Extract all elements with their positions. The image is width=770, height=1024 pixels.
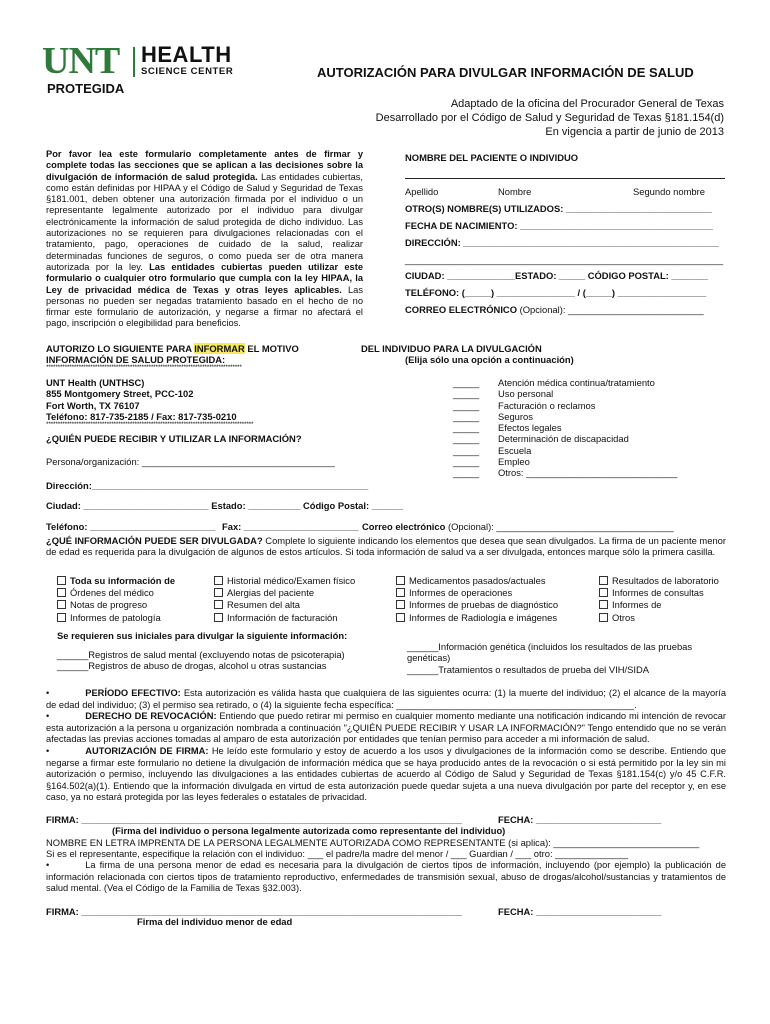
autorizacion-firma xyxy=(46,746,726,804)
info-checkbox-label: Informes de consultas xyxy=(612,587,704,599)
reason-label: Facturación o reclamos xyxy=(498,399,596,411)
firma-menor-field[interactable]: FIRMA: _________________________________________________________________________ xyxy=(46,906,463,917)
intro-text-2: Las personas no pueden ser negadas tratamiento basado en el hecho de no firmar este formulario de autorización, y negarse a firmar no afectará el pago, inscripción o elegibilidad para beneficios. xyxy=(46,284,364,329)
firma-field[interactable]: FIRMA: _________________________________________________________________________ xyxy=(46,814,463,825)
reason-list xyxy=(453,377,677,479)
checkbox-icon[interactable] xyxy=(396,600,405,609)
initial-mental[interactable]: ______Registros de salud mental (excluyendo notas de psicoterapia) xyxy=(57,649,345,660)
initial-drogas[interactable]: ______Registros de abuso de drogas, alcohol u otras sustancias xyxy=(57,660,327,671)
reason-item[interactable] xyxy=(453,445,677,456)
checkbox-icon[interactable] xyxy=(599,613,608,622)
info-checkbox-item[interactable] xyxy=(57,575,175,587)
info-checkbox-item[interactable] xyxy=(396,612,558,624)
bullet-1: • xyxy=(46,688,50,698)
reason-label: Efectos legales xyxy=(498,422,562,434)
logo-science-center: SCIENCE CENTER xyxy=(141,66,234,77)
info-checkbox-label: Resultados de laboratorio xyxy=(612,575,719,586)
reason-item[interactable] xyxy=(453,388,677,399)
direccion-recipient[interactable]: Dirección:_____________________________________________________ xyxy=(46,480,369,491)
autorizacion-heading: AUTORIZACIÓN DE FIRMA: xyxy=(85,745,209,756)
fecha-nacimiento-field[interactable]: FECHA DE NACIMIENTO: _____________________________________ xyxy=(405,220,714,231)
info-checkbox-item[interactable] xyxy=(396,575,558,587)
apellido-label: Apellido xyxy=(405,186,439,197)
info-checkbox-label: Resumen del alta xyxy=(227,599,300,611)
info-checkbox-item[interactable] xyxy=(599,612,719,624)
direccion-field[interactable]: DIRECCIÓN: _________________________________________________ xyxy=(405,237,719,248)
info-col-3 xyxy=(396,575,558,624)
reason-item[interactable] xyxy=(453,456,677,467)
checkbox-icon[interactable] xyxy=(599,588,608,597)
info-checkbox-item[interactable] xyxy=(599,587,719,599)
info-checkbox-label: Toda su información de xyxy=(70,575,176,586)
info-checkbox-item[interactable] xyxy=(214,612,355,624)
info-checkbox-item[interactable] xyxy=(57,599,175,611)
info-checkbox-label: Historial médico/Examen físico xyxy=(227,575,356,586)
nombre-representante-field[interactable]: NOMBRE EN LETRA IMPRENTA DE LA PERSONA LEGALMENTE AUTORIZADA COMO REPRESENTANTE (si aplica): ____________________________ xyxy=(46,837,700,848)
nombre-label: Nombre xyxy=(498,186,532,197)
reason-label: Determinación de discapacidad xyxy=(498,433,629,445)
correo-recipient-label: Correo electrónico xyxy=(362,521,446,532)
intro-text-1: Las entidades cubiertas, como están definidas por HIPAA y el Código de Salud y Seguridad de Texas §181.001, deben obtener una autorización firmada por el individuo o un representante legalmente autorizado por el individuo para divulgar electrónicamente la información de salud protegida de dicho individuo. Las autorizaciones no se requieren para divulgaciones relacionadas con el tratamiento, pago, operaciones de cuidado de la salud, realizar determinadas funciones de seguros, o como pueda ser de otra manera autorizada por la ley. xyxy=(46,171,363,272)
periodo-heading: PERÍODO EFECTIVO: xyxy=(85,688,181,698)
reason-blank[interactable]: _____ xyxy=(453,467,480,479)
reason-item[interactable] xyxy=(453,400,677,411)
ciudad-recipient[interactable]: Ciudad: ________________________ Estado: __________ Código Postal: ______ xyxy=(46,500,403,511)
minor-text: La firma de una persona menor de edad es necesaria para la divulgación de ciertos tipos de información, incluyendo (por ejemplo) la publicación de información relacionada con ciertos tipos de tratamiento reproductivo, enfermedades de transmisión sexual, abuso de drogas/alcohol/sustancias y tratamientos de salud mental. (Vea el Código de la Familia de Texas §32.003). xyxy=(46,860,726,894)
otros-nombres-field[interactable]: OTRO(S) NOMBRE(S) UTILIZADOS: ____________________________ xyxy=(405,203,712,214)
info-checkbox-item[interactable] xyxy=(214,599,355,611)
fecha-menor-field[interactable]: FECHA: ________________________ xyxy=(498,906,662,917)
derecho-heading: DERECHO DE REVOCACIÓN: xyxy=(85,711,217,722)
reason-item[interactable] xyxy=(453,467,677,478)
fax-recipient[interactable]: Fax: ______________________ xyxy=(222,521,359,532)
bullet-4: • xyxy=(46,860,50,870)
checkbox-icon[interactable] xyxy=(599,600,608,609)
firma-caption: (Firma del individuo o persona legalmente autorizada como representante del individuo) xyxy=(112,825,506,836)
telefono-field[interactable]: TELÉFONO: (_____) _______________ / (_____) _________________ xyxy=(405,287,707,298)
org-address xyxy=(46,377,237,422)
intro-paragraph xyxy=(46,149,363,330)
checkbox-icon[interactable] xyxy=(396,613,405,622)
info-checkbox-label: Otros xyxy=(612,611,635,623)
motivo-subheading: (Elija sólo una opción a continuación) xyxy=(405,354,574,365)
reason-item[interactable] xyxy=(453,422,677,433)
checkbox-icon[interactable] xyxy=(214,588,223,597)
info-checkbox-item[interactable] xyxy=(57,587,175,599)
autorizo-heading xyxy=(46,343,299,354)
info-checkbox-item[interactable] xyxy=(599,575,719,587)
unt-health-logo xyxy=(42,40,272,82)
reason-blank[interactable]: _____ xyxy=(453,388,480,400)
autorizacion-text: He leído este formulario y estoy de acuerdo a los usos y divulgaciones de la información como se describe. Entiendo que negarse a firmar este formulario no detiene la divulgación de información médica que se haya producido antes de la revocación o si está permitido por la ley sin mi autorización o permiso, incluyendo las divulgaciones a las entidades cubiertas de acuerdo al Código de Salud y Seguridad de Texas §181.154(c) y/o 45 C.F.R. §164.502(a)(1). Entiendo que la información divulgada en virtud de esta autorización puede quedar sujeta a una nueva divulgación por parte del receptor y, en ese caso, ya no estará protegida por las leyes federales o estatales de privacidad. xyxy=(46,745,727,803)
reason-item[interactable] xyxy=(453,433,677,444)
checkbox-icon[interactable] xyxy=(57,588,66,597)
info-checkbox-label: Información de facturación xyxy=(227,611,338,623)
checkbox-icon[interactable] xyxy=(57,600,66,609)
info-checkbox-label: Informes de operaciones xyxy=(409,587,513,599)
reason-blank[interactable]: _____ xyxy=(453,456,480,468)
reason-label: Empleo xyxy=(498,456,530,468)
reason-blank[interactable]: _____ xyxy=(453,377,480,388)
checkbox-icon[interactable] xyxy=(214,576,223,585)
checkbox-icon[interactable] xyxy=(214,613,223,622)
info-col-4 xyxy=(599,575,719,624)
info-checkbox-label: Órdenes del médico xyxy=(70,587,154,599)
persona-field[interactable]: Persona/organización: _____________________________________ xyxy=(46,456,335,467)
info-checkbox-item[interactable] xyxy=(599,599,719,611)
correo-field[interactable] xyxy=(405,304,704,315)
reason-blank[interactable]: _____ xyxy=(453,422,480,434)
reason-blank[interactable]: _____ xyxy=(453,433,480,445)
bullet-3: • xyxy=(46,745,50,756)
info-checkbox-label: Informes de pruebas de diagnóstico xyxy=(409,599,559,611)
info-checkbox-label: Informes de Radiología e imágenes xyxy=(409,611,558,623)
derecho-text: Entiendo que puedo retirar mi permiso en cualquier momento mediante una notificación indicando mi intención de revocar esta autorización a la persona u organización nombrada a continuación "¿QUIÉN PUEDE RECIBIR Y USAR LA INFORMACIÓN?" Tengo entendido que no se verán afectadas las previas acciones tomadas al amparo de esta autorización por entidades que tenían permiso para acceder a mi información de salud. xyxy=(46,711,726,745)
info-checkbox-item[interactable] xyxy=(57,612,175,624)
telefono-recipient[interactable]: Teléfono: ________________________ xyxy=(46,521,216,532)
logo-unt: UNT xyxy=(42,40,120,82)
autorizo-b: EL MOTIVO xyxy=(244,343,299,354)
logo-health: HEALTH xyxy=(141,42,232,67)
info-checkbox-item[interactable] xyxy=(396,599,558,611)
form-title: AUTORIZACIÓN PARA DIVULGAR INFORMACIÓN DE SALUD xyxy=(317,65,694,80)
org-name: UNT Health (UNTHSC) xyxy=(46,377,145,388)
form-title-line2: PROTEGIDA xyxy=(47,81,125,96)
iniciales-heading: Se requieren sus iniciales para divulgar la siguiente información: xyxy=(57,630,348,641)
correo-label: CORREO ELECTRÓNICO xyxy=(405,304,517,315)
info-checkbox-label: Alergias del paciente xyxy=(227,587,315,599)
reason-label: Atención médica continua/tratamiento xyxy=(498,377,655,388)
reason-label: Uso personal xyxy=(498,388,554,400)
terms-section xyxy=(46,688,726,804)
minor-note xyxy=(46,860,726,895)
info-checkbox-label: Informes de patología xyxy=(70,611,161,623)
name-line[interactable] xyxy=(405,178,725,179)
intro-bold-2: Las entidades cubiertas pueden utilizar este formulario o cualquier otro formulario que cumpla con la ley HIPAA, la Ley de privacidad médica de Texas y otras leyes aplicables. xyxy=(46,261,363,295)
checkbox-icon[interactable] xyxy=(57,613,66,622)
fecha-field[interactable]: FECHA: ________________________ xyxy=(498,814,662,825)
reason-label: Otros: _____________________________ xyxy=(498,467,678,479)
bullet-2: • xyxy=(46,711,50,722)
checkbox-icon[interactable] xyxy=(57,576,66,585)
info-col-2 xyxy=(214,575,355,624)
info-checkbox-item[interactable] xyxy=(214,587,355,599)
reason-blank[interactable]: _____ xyxy=(453,410,480,422)
reason-blank[interactable]: _____ xyxy=(453,444,480,456)
periodo-efectivo xyxy=(46,688,726,711)
correo-optional: (Opcional): __________________________ xyxy=(516,304,704,315)
reason-blank[interactable]: _____ xyxy=(453,399,480,411)
direccion-line-2[interactable]: _____________________________________________________________ xyxy=(405,254,724,265)
que-text: Complete lo siguiente indicando los elementos que desea que sean divulgados. La firma de un paciente menor de edad es requerida para la divulgación de algunos de estos artículos. Si toda información de salud va a ser divulgada, entonces marque sólo la primera casilla. xyxy=(46,535,727,558)
derecho-revocacion xyxy=(46,711,726,746)
checkbox-icon[interactable] xyxy=(214,600,223,609)
initial-genetica-2: genéticas) xyxy=(407,652,451,663)
org-city: Fort Worth, TX 76107 xyxy=(46,399,140,411)
que-paragraph xyxy=(46,535,726,558)
informar-highlight: INFORMAR xyxy=(194,343,245,354)
motivo-heading: DEL INDIVIDUO PARA LA DIVULGACIÓN xyxy=(361,343,542,354)
checkbox-icon[interactable] xyxy=(396,576,405,585)
quien-heading: ¿QUIÉN PUEDE RECIBIR Y UTILIZAR LA INFORMACIÓN? xyxy=(46,433,302,444)
initial-genetica[interactable]: ______Información genética (incluidos los resultados de las pruebas xyxy=(407,641,693,652)
correo-recipient-opt: (Opcional): __________________________________ xyxy=(445,521,674,532)
autorizo-a: AUTORIZO LO SIGUIENTE PARA xyxy=(46,343,195,354)
info-checkbox-label: Notas de progreso xyxy=(70,599,148,611)
periodo-text: Esta autorización es válida hasta que cualquiera de las siguientes ocurra: (1) la muerte del individuo; (2) el alcance de la mayoría de edad del individuo; (3) el permiso sea retirado, o (4) la siguiente fecha específica: ______________________________________________. xyxy=(46,688,726,710)
info-checkbox-label: Medicamentos pasados/actuales xyxy=(409,575,546,586)
adaptation-note xyxy=(376,97,724,139)
checkbox-icon[interactable] xyxy=(396,588,405,597)
autorizo-heading-2: INFORMACIÓN DE SALUD PROTEGIDA: xyxy=(46,354,226,365)
info-col-1 xyxy=(57,575,175,624)
info-checkbox-item[interactable] xyxy=(214,575,355,587)
checkbox-icon[interactable] xyxy=(599,576,608,585)
org-street: 855 Montgomery Street, PCC-102 xyxy=(46,388,194,400)
initial-vih[interactable]: ______Tratamientos o resultados de prueba del VIH/SIDA xyxy=(407,664,649,675)
info-checkbox-item[interactable] xyxy=(396,587,558,599)
adapt-line-1: Adaptado de la oficina del Procurador General de Texas xyxy=(450,98,724,110)
logo-divider xyxy=(133,47,135,77)
info-checkbox-label: Informes de xyxy=(612,599,662,611)
adapt-line-3: En vigencia a partir de junio de 2013 xyxy=(545,126,724,138)
separator-stars: ************************************************************************************ xyxy=(46,364,242,371)
reason-label: Escuela xyxy=(498,444,532,456)
firma-menor-caption: Firma del individuo menor de edad xyxy=(137,916,293,927)
org-phone: Teléfono: 817-735-2185 / Fax: 817-735-0210 xyxy=(46,410,237,422)
correo-recipient[interactable] xyxy=(362,521,674,532)
relacion-field[interactable]: Si es el representante, especifique la relación con el individuo: ___ el padre/la madre del menor / ___ Guardian / ___ otro: ______________ xyxy=(46,848,629,859)
reason-label: Seguros xyxy=(498,410,533,422)
intro-bold-1: Por favor lea este formulario completamente antes de firmar y complete todas las secciones que se aplican a las decisiones sobre la divulgación de información de salud protegida. xyxy=(46,149,363,182)
patient-heading: NOMBRE DEL PACIENTE O INDIVIDUO xyxy=(405,152,579,163)
ciudad-estado-cp-field[interactable]: CIUDAD: _____________ESTADO: _____ CÓDIGO POSTAL: _______ xyxy=(405,270,708,281)
adapt-line-2: Desarrollado por el Código de Salud y Seguridad de Texas §181.154(d) xyxy=(375,112,724,124)
que-heading: ¿QUÉ INFORMACIÓN PUEDE SER DIVULGADA? xyxy=(46,535,263,546)
segundo-nombre-label: Segundo nombre xyxy=(633,186,705,197)
reason-item[interactable] xyxy=(453,411,677,422)
separator-stars-2: ***************************************************************************************** xyxy=(46,421,254,428)
reason-item[interactable] xyxy=(453,377,677,388)
